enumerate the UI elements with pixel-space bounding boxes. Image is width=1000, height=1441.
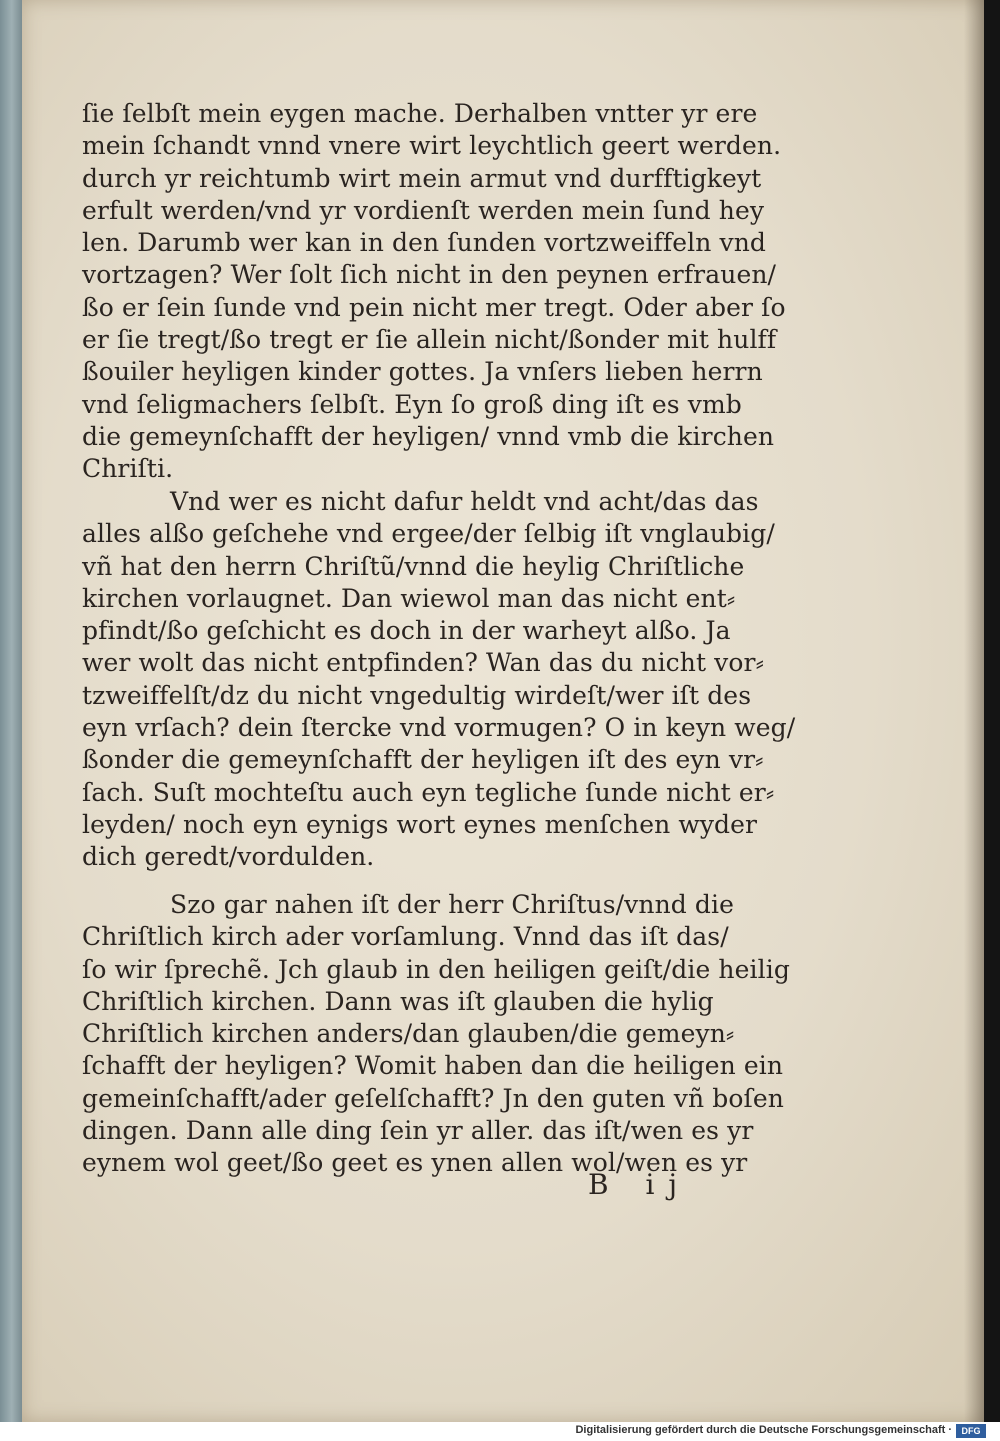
book-page [22,0,984,1422]
text-line: vñ hat den herrn Chriſtũ/vnnd die heylig Chriſtliche [82,551,745,581]
text-line: eyn vrſach? dein ſtercke vnd vormugen? O in keyn weg/ [82,713,796,743]
text-line: ſchafft der heyligen? Womit haben dan die heiligen ein [82,1051,784,1081]
text-line: er ſie tregt/ßo tregt er ſie allein nicht/ßonder mit hulff [82,325,777,355]
text-line: dingen. Dann alle ding ſein yr aller. das iſt/wen es yr [82,1116,754,1146]
funding-credit: Digitalisierung gefördert durch die Deutsche Forschungsgemeinschaft · [575,1424,952,1436]
text-line: Vnd wer es nicht dafur heldt vnd acht/das das [170,487,759,516]
text-line: len. Darumb wer kan in den ſunden vortzweiffeln vnd [82,228,767,258]
text-line: gemeinſchafft/ader geſelſchafft? Jn den guten vñ boſen [82,1083,784,1113]
text-line: ßo er ſein ſunde vnd pein nicht mer tregt. Oder aber ſo [82,292,786,322]
text-line: kirchen vorlaugnet. Dan wiewol man das nicht ent⸗ [82,583,736,613]
text-line: erfult werden/vnd yr vordienſt werden mein ſund hey [82,195,765,225]
signature-mark: B ij [588,1168,692,1201]
text-line: wer wolt das nicht entpfinden? Wan das du nicht vor⸗ [82,648,765,678]
text-line: ſach. Suſt mochteſtu auch eyn tegliche ſunde nicht er⸗ [82,777,775,807]
paragraph-2 [82,486,796,874]
text-line: ßouiler heyligen kinder gottes. Ja vnſers lieben herrn [82,357,763,387]
text-line: eynem wol geet/ßo geet es ynen allen wol/wen es yr [82,1148,748,1178]
text-line: ßonder die gemeynſchafft der heyligen iſt des eyn vr⸗ [82,745,764,775]
text-line: vnd ſeligmachers ſelbſt. Eyn ſo groß ding iſt es vmb [82,389,742,419]
text-line: alles alßo geſchehe vnd ergee/der ſelbig iſt vnglaubig/ [82,519,775,549]
paragraph-1 [82,98,792,486]
text-line: Chriſtlich kirch ader vorſamlung. Vnnd das iſt das/ [82,922,729,952]
text-line: Chriſtlich kirchen. Dann was iſt glauben die hylig [82,986,714,1016]
text-line: ſie ſelbſt mein eygen mache. Derhalben vntter yr ere [82,99,758,128]
dfg-logo-icon: DFG [956,1424,986,1438]
paragraph-3 [82,889,792,1180]
text-line: vortzagen? Wer ſolt ſich nicht in den peynen erfrauen/ [82,260,777,290]
text-line: leyden/ noch eyn eynigs wort eynes menſchen wyder [82,809,758,839]
text-line: pfindt/ßo geſchicht es doch in der warheyt alßo. Ja [82,616,731,646]
text-line: tzweiffelſt/dz du nicht vngedultig wirdeſt/wer iſt des [82,680,752,710]
text-line: Chriſtlich kirchen anders/dan glauben/die gemeyn⸗ [82,1019,735,1049]
text-line: ſo wir ſprechẽ. Jch glaub in den heiligen geiſt/die heilig [82,954,790,984]
text-line: Chriſti. [82,454,174,484]
text-line: durch yr reichtumb wirt mein armut vnd durfftigkeyt [82,163,762,193]
text-line: Szo gar nahen iſt der herr Chriſtus/vnnd die [170,890,735,919]
footer-bar [0,1422,1000,1441]
text-line: dich geredt/vordulden. [82,842,375,872]
text-line: mein ſchandt vnnd vnere wirt leychtlich geert werden. [82,131,782,161]
text-line: die gemeynſchafft der heyligen/ vnnd vmb die kirchen [82,421,775,451]
